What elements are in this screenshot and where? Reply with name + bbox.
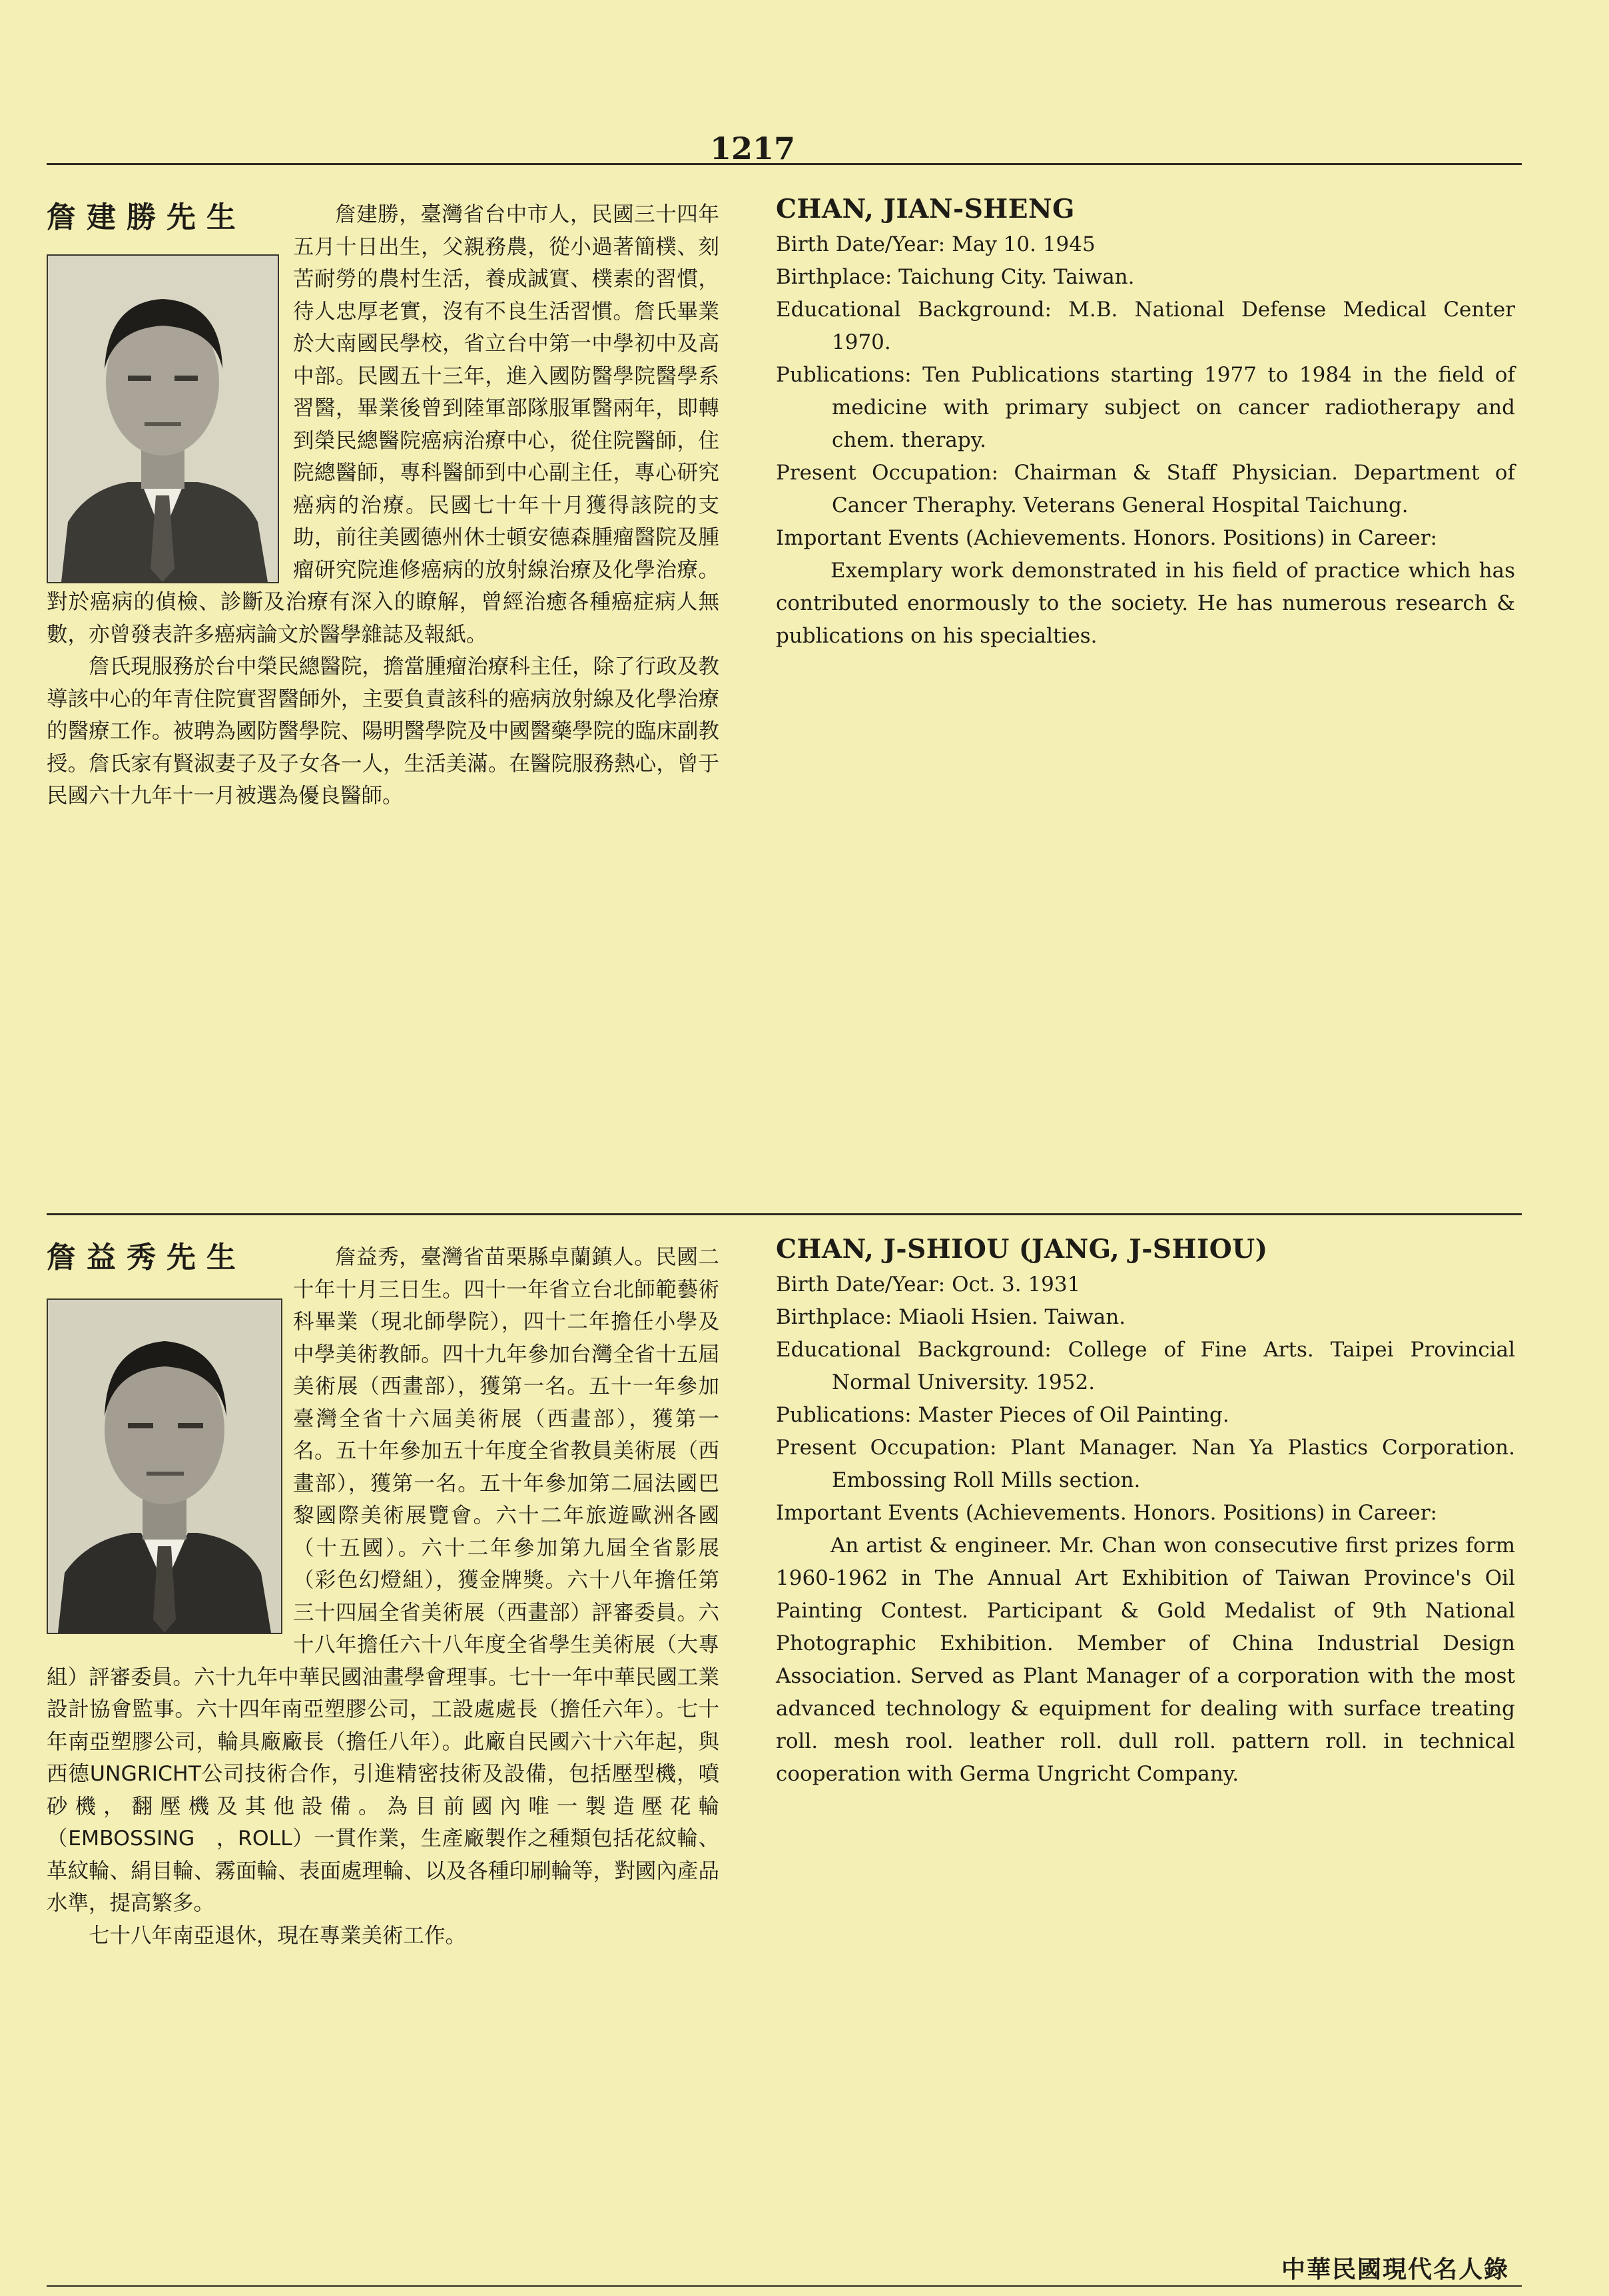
occupation-field: Present Occupation: Plant Manager. Nan Ya Plastics Corporation. Embossing Roll Mills section. <box>776 1436 1515 1492</box>
chinese-paragraph: 詹益秀，臺灣省苗栗縣卓蘭鎮人。民國二十年十月三日生。四十一年省立台北師範藝術科畢業（現北師學院），四十二年擔任小學及中學美術教師。四十九年參加台灣全省十五屆美術展（西畫部），獲第一名。五十一年參加臺灣全省十六屆美術展（西畫部），獲第一名。五十年參加五十年度全省教員美術展（西畫部），獲第一名。五十年參加第二屆法國巴黎國際美術展覽會。六十二年旅遊歐洲各國（十五國）。六十二年參加第九屆全省影展（彩色幻燈組），獲金牌獎。六十八年擔任第三十四屆全省美術展（西畫部）評審委員。六十八年擔任六十八年度全省學生美術展（大專組）評審委員。六十九年中華民國油畫學會理事。七十一年中華民國工業設計協會監事。六十四年南亞塑膠公司，工設處處長（擔任六年）。七十年南亞塑膠公司，輪具廠廠長（擔任八年）。此廠自民國六十六年起，與西德UNGRICHT公司技術合作，引進精密技術及設備，包括壓型機，噴砂機，翻壓機及其他設備。為目前國內唯一製造壓花輪（EMBOSSING ，ROLL）一貫作業，生產廠製作之種類包括花紋輪、革紋輪、絹目輪、霧面輪、表面處理輪、以及各種印刷輪等，對國內產品水準，提高繁多。 <box>47 1245 719 1915</box>
birthplace-field: Birthplace: Taichung City. Taiwan. <box>776 265 1135 289</box>
events-paragraph: An artist & engineer. Mr. Chan won consecutive first prizes form 1960-1962 in The Annual Art Exhibition of Taiwan Province's Oil Painting Contest. Participant & Gold Medalist of 9th National Photographic Exhibition. Member of China Industrial Design Association. Served as Plant Manager of a corporation with the most advanced technology & equipment for dealing with surface treating roll. mesh rool. leather roll. dull roll. pattern roll. in technical cooperation with Germa Ungricht Company. <box>776 1534 1515 1786</box>
english-name: CHAN, J-SHIOU (JANG, J-SHIOU) <box>776 1234 1268 1265</box>
page-number: 1217 <box>709 131 796 166</box>
chinese-paragraph: 詹建勝，臺灣省台中市人，民國三十四年五月十日出生，父親務農，從小過著簡樸、刻苦耐勞的農村生活，養成誠實、樸素的習慣，待人忠厚老實，沒有不良生活習慣。詹氏畢業於大南國民學校，省立台中第一中學初中及高中部。民國五十三年，進入國防醫學院醫學系習醫，畢業後曾到陸軍部隊服軍醫兩年，即轉到榮民總醫院癌病治療中心，從住院醫師，住院總醫師，專科醫師到中心副主任，專心研究癌病的治療。民國七十年十月獲得該院的支助，前往美國德州休士頓安德森腫瘤醫院及腫瘤研究院進修癌病的放射線治療及化學治療。對於癌病的偵檢、診斷及治療有深入的瞭解，曾經治癒各種癌症病人無數，亦曾發表許多癌病論文於醫學雜誌及報紙。 <box>47 202 719 647</box>
english-column <box>776 193 1515 653</box>
section-divider <box>47 1213 1522 1215</box>
occupation-field: Present Occupation: Chairman & Staff Physician. Department of Cancer Theraphy. Veterans General Hospital Taichung. <box>776 461 1515 517</box>
birthplace-field: Birthplace: Miaoli Hsien. Taiwan. <box>776 1305 1126 1329</box>
english-column <box>776 1233 1515 1791</box>
education-field: Educational Background: College of Fine Arts. Taipei Provincial Normal University. 1952. <box>776 1338 1515 1394</box>
events-field: Important Events (Achievements. Honors. Positions) in Career: <box>776 526 1437 550</box>
education-field: Educational Background: M.B. National Defense Medical Center 1970. <box>776 298 1515 354</box>
portrait-photo <box>47 1298 282 1634</box>
chinese-name: 詹益秀先生 <box>47 1241 246 1275</box>
publications-field: Publications: Ten Publications starting 1977 to 1984 in the field of medicine with primary subject on cancer radiotherapy and chem. therapy. <box>776 363 1515 452</box>
birth-date-field: Birth Date/Year: Oct. 3. 1931 <box>776 1273 1081 1296</box>
book-title-footer: 中華民國現代名人錄 <box>1281 2256 1509 2283</box>
chinese-paragraph: 詹氏現服務於台中榮民總醫院，擔當腫瘤治療科主任，除了行政及教導該中心的年青住院實習醫師外，主要負責該科的癌病放射線及化學治療的醫療工作。被聘為國防醫學院、陽明醫學院及中國醫藥學院的臨床副教授。詹氏家有賢淑妻子及子女各一人，生活美滿。在醫院服務熱心，曾于民國六十九年十一月被選為優良醫師。 <box>47 655 719 808</box>
english-name: CHAN, JIAN-SHENG <box>776 194 1075 224</box>
chinese-name: 詹建勝先生 <box>47 200 246 234</box>
events-field: Important Events (Achievements. Honors. Positions) in Career: <box>776 1501 1437 1525</box>
portrait-photo <box>47 254 279 583</box>
portrait-image <box>48 256 278 582</box>
events-paragraph: Exemplary work demonstrated in his field of practice which has contributed enormously to the society. He has numerous research & publications on his specialties. <box>776 559 1515 648</box>
top-rule <box>47 163 1522 165</box>
birth-date-field: Birth Date/Year: May 10. 1945 <box>776 232 1096 256</box>
bottom-rule <box>47 2285 1522 2287</box>
portrait-image <box>48 1300 281 1633</box>
chinese-paragraph: 七十八年南亞退休，現在專業美術工作。 <box>89 1923 467 1948</box>
publications-field: Publications: Master Pieces of Oil Painting. <box>776 1403 1229 1427</box>
